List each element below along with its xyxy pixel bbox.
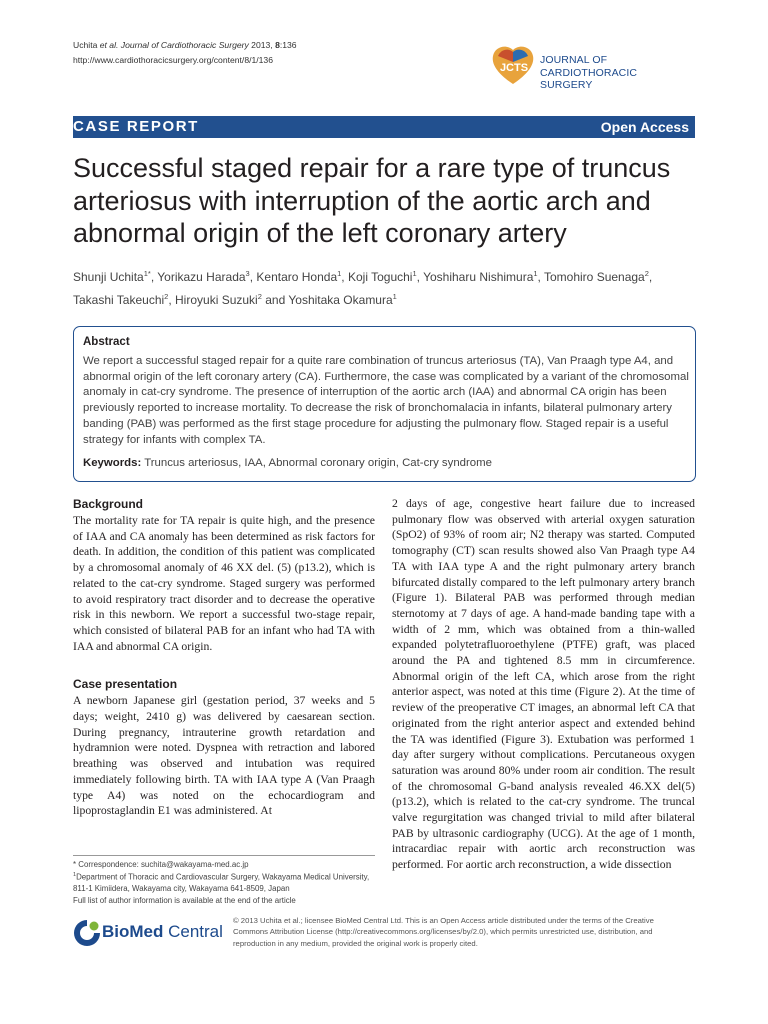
author-affiliation-sup: 2: [644, 269, 649, 278]
abstract-text: We report a successful staged repair for a quite rare combination of truncus arteriosus (TA), Van Praagh type A4, and abnormal origin of the left coronary artery (CA). Furthermore, the case was complicated by a variant of the chromosomal anomaly in cat-cry syndrome. The presence of interruption of the aortic arch (IAA) and abnormal CA origin has been previously reported to increase mortality. To decrease the risk of bronchomalacia in infants, bilateral pulmonary artery banding (PAB) was performed as the first stage procedure for adjusting the pulmonary flow. Staged repair is a useful strategy for infants with complex TA.: [83, 355, 689, 446]
open-access-label: Open Access: [600, 119, 689, 135]
author-name: Koji Toguchi: [347, 270, 413, 284]
keywords-list: Truncus arteriosus, IAA, Abnormal coronary origin, Cat-cry syndrome: [141, 457, 492, 469]
author-name: Yoshiharu Nishimura: [423, 270, 534, 284]
journal-logo-line1: JOURNAL OF: [540, 54, 608, 66]
affiliation-text: Department of Thoracic and Cardiovascular Surgery, Wakayama Medical University, 811-1 Kimiidera, Wakayama city, Wakayama 641-8509, Japan: [73, 872, 370, 894]
publisher-logo: [73, 916, 223, 950]
keywords: [83, 457, 689, 469]
citation-journal: Journal of Cardiothoracic Surgery: [118, 40, 249, 50]
author: [423, 270, 544, 284]
journal-logo-text: [540, 54, 679, 92]
author: [288, 293, 396, 307]
author-name: Hiroyuki Suzuki: [175, 293, 258, 307]
journal-logo: [489, 44, 679, 91]
citation-header: [73, 38, 297, 68]
article-type-label: CASE REPORT: [73, 118, 199, 135]
author-separator: ,: [648, 270, 653, 284]
author-separator: ,: [416, 270, 424, 284]
author-affiliation-sup: 3: [245, 269, 250, 278]
author-affiliation-sup: 1: [412, 269, 417, 278]
full-author-info-note: Full list of author information is available at the end of the article: [73, 895, 296, 905]
background-heading: Background: [73, 497, 144, 511]
license-statement: © 2013 Uchita et al.; licensee BioMed Central Ltd. This is an Open Access article distributed under the terms of the Creative Commons Attribution License (http://creativecommons.org/licenses/by/2.0), which permits unrestricted use, distribution, and reproduction in any medium, provided the original work is properly cited.: [233, 916, 654, 948]
author-name: Takashi Takeuchi: [73, 293, 165, 307]
footnotes: [73, 859, 375, 906]
author-affiliation-sup: 2: [164, 292, 169, 301]
case-presentation-heading: Case presentation: [73, 677, 178, 692]
body-right-column: [392, 496, 695, 873]
author-name: Kentaro Honda: [256, 270, 338, 284]
author: [348, 270, 423, 284]
case-continuation-paragraph: 2 days of age, congestive heart failure due to increased pulmonary flow was observed with arterial oxygen saturation (SpO2) of 93% of room air; N2 therapy was started. Computed tomography (CT) scan results showed also Van Praagh type A4 TA with IAA type A and the right pulmonary artery branch bifurcated distally compared to the left pulmonary artery branch (Figure 1). Bilateral PAB was performed through median sternotomy at 7 days of age. A hand-made banding tape with a width of 2 mm, which was obtained from a thin-walled expanded polytetrafluoroethylene (PTFE) graft, was placed around the PA and tightened 8.5 mm in circumference. Abnormal origin of the left CA, which arose from the right anterior aspect, was noted at this time (Figure 2). At the time of review of the preoperative CT images, an abnormal left CA that originated from the right anterior aspect and extended behind the TA was identified (Figure 3). Extubation was performed 1 day after surgery without complications. Percutaneous oxygen saturation was around 80% under room air condition. The result of the chromosomal G-band analysis revealed 46.XX del(5)(p13.2), which is related to the cat-cry syndrome. The truncal valve regurgitation was changed trivial to mild after bilateral PAB by ultrasonic cardiography (UCG). At the age of 1 month, intracardiac repair with aortic arch reconstruction was performed. For aortic arch reconstruction, a wide dissection: [392, 497, 695, 872]
publisher-name: [102, 922, 223, 942]
journal-abbrev: JCTS: [499, 62, 529, 74]
citation-authors: Uchita: [73, 40, 100, 50]
author-affiliation-sup: 2: [257, 292, 262, 301]
author-separator: ,: [341, 270, 348, 284]
author: [73, 270, 157, 284]
citation-et-al: et al.: [99, 40, 119, 50]
article-type-banner: [73, 116, 695, 138]
citation-volume: 8: [275, 40, 280, 50]
keywords-label: Keywords:: [83, 457, 142, 469]
footnote-divider: [73, 855, 375, 856]
biomed-central-icon: [73, 918, 101, 948]
author-name: Shunji Uchita: [73, 270, 144, 284]
author-list: [73, 264, 693, 310]
case-presentation-paragraph: A newborn Japanese girl (gestation period, 37 weeks and 5 days; weight, 2410 g) was delivered by caesarean section. During pregnancy, intrauterine growth retardation and hydramnion were noted. Dyspnea with retraction and labored breathing was observed and intubation was required immediately following birth. TA with IAA type A (Van Praagh type A4) was noted on the echocardiogram and lipoprostaglandin E1 was administered. At: [73, 694, 375, 818]
journal-logo-line2: CARDIOTHORACIC SURGERY: [540, 66, 638, 91]
author-affiliation-sup: 1*: [143, 269, 151, 278]
affiliation: [73, 870, 375, 894]
background-paragraph: The mortality rate for TA repair is quite high, and the presence of IAA and CA anomaly has been determined as risk factors for death. In addition, the condition of this patient was complicated by a chromosomal anomaly of 46 XX del. (5) (p13.2), which is related to the cat-cry syndrome. Staged surgery was performed to avoid respiratory tract disorder and to decrease the operative risk in this newborn. We report a successful two-stage repair, which consisted of bilateral PAB for an infant who had TA with IAA and abnormal CA origin.: [73, 514, 375, 653]
author-name: Yorikazu Harada: [157, 270, 246, 284]
author-separator: and: [261, 293, 289, 307]
author: [175, 293, 288, 307]
author-separator: ,: [249, 270, 257, 284]
body-left-column: [73, 496, 375, 819]
author: [256, 270, 348, 284]
author: [157, 270, 256, 284]
citation-year: 2013,: [248, 40, 276, 50]
abstract-heading: Abstract: [83, 336, 130, 348]
publisher-name-rest: Central: [163, 922, 223, 941]
author-separator: ,: [537, 270, 544, 284]
abstract-box: [73, 326, 696, 482]
author: [73, 293, 175, 307]
citation-line: [73, 38, 297, 53]
author-separator: ,: [150, 270, 158, 284]
author-name: Tomohiro Suenaga: [544, 270, 645, 284]
article-url[interactable]: http://www.cardiothoracicsurgery.org/content/8/1/136: [73, 55, 273, 65]
correspondence[interactable]: * Correspondence: suchita@wakayama-med.ac.jp: [73, 860, 249, 869]
author-name: Yoshitaka Okamura: [288, 293, 393, 307]
author-separator: ,: [168, 293, 176, 307]
citation-article: :136: [279, 40, 297, 50]
author: [544, 270, 652, 284]
author-affiliation-sup: 1: [392, 292, 397, 301]
author-affiliation-sup: 1: [337, 269, 342, 278]
article-title: Successful staged repair for a rare type of truncus arteriosus with interruption of the aortic arch and abnormal origin of the left coronary artery: [73, 153, 671, 248]
journal-heart-icon: [489, 44, 539, 86]
publisher-name-bold: BioMed: [102, 922, 164, 941]
affiliation-sup: 1: [73, 872, 77, 879]
author-affiliation-sup: 1: [533, 269, 538, 278]
